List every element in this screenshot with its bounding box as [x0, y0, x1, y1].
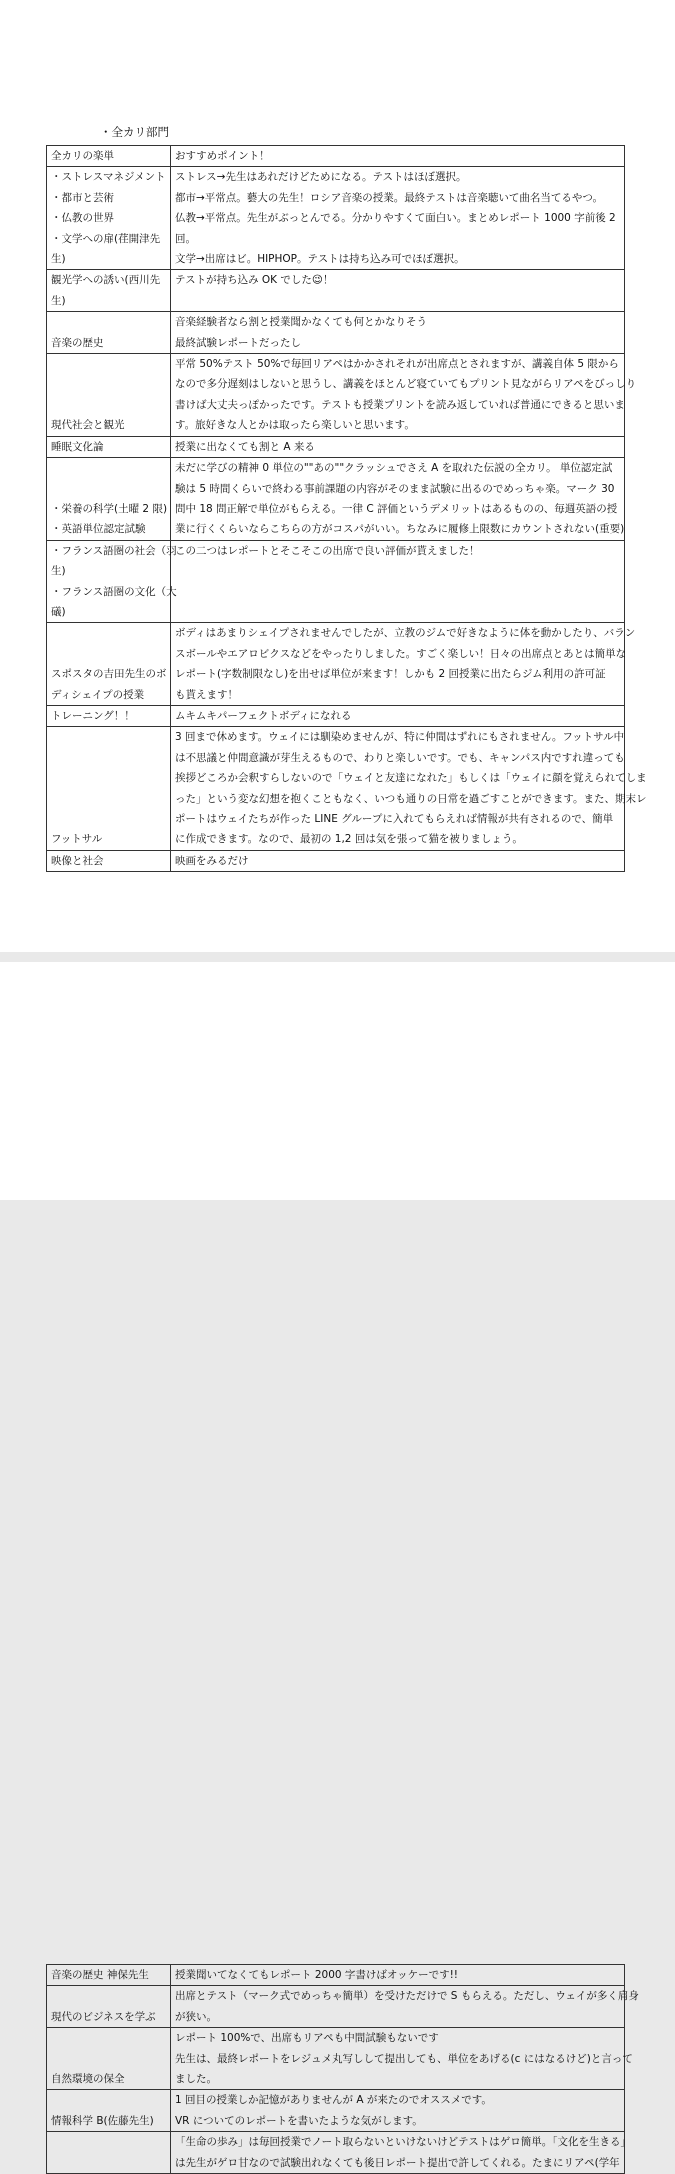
description-line: レポート(字数制限なし)を出せば単位が来ます！しかも 2 回授業に出たらジム利用の許可証	[175, 668, 606, 681]
description-line: 授業に出なくても割と A 来る	[175, 440, 315, 453]
course-name-cell	[47, 458, 171, 541]
course-name-line: 自然環境の保全	[51, 2073, 125, 2086]
course-name-line: ・文学への扉(荏開津先	[51, 232, 161, 245]
course-description-cell	[171, 354, 637, 437]
course-name-line: ・英語単位認定試験	[51, 523, 146, 536]
course-description-cell	[171, 312, 625, 354]
course-name-line: 観光学への誘い(西川先	[51, 274, 161, 287]
course-name-line: 生)	[51, 253, 66, 266]
course-description-cell	[171, 2132, 632, 2174]
course-name-cell	[47, 2028, 171, 2090]
table-row	[47, 2132, 625, 2174]
course-name-line: 音楽の歴史	[51, 336, 104, 349]
course-table-1	[46, 145, 647, 872]
description-line: に作成できます。なので、最初の 1,2 回は気を張って猫を被りましょう。	[175, 833, 523, 846]
description-line: 験は 5 時間くらいで終わる事前課題の内容がそのまま試験に出るのでめっちゃ楽。マーク 30	[175, 482, 615, 495]
table-row	[47, 2090, 625, 2132]
course-description-cell	[171, 727, 647, 850]
table-row	[47, 1986, 625, 2028]
description-line: 映画をみるだけ	[175, 854, 249, 867]
table-row	[47, 1965, 625, 1986]
header-recommendation: おすすめポイント！	[171, 146, 625, 167]
header-course-name: 全カリの楽単	[47, 146, 171, 167]
description-line: 先生は、最終レポートをレジュメ丸写しして提出しても、単位をあげる(c にはなるけど)と言って	[175, 2052, 633, 2065]
course-name-cell	[47, 623, 171, 706]
course-description-cell	[171, 436, 625, 457]
course-name-line: 現代社会と観光	[51, 419, 125, 432]
document-page-2	[0, 962, 675, 2169]
description-line: 仏教→平常点。先生がぶっとんでる。分かりやすくて面白い。まとめレポート 1000 字前後 2	[175, 212, 616, 225]
description-line: 未だに学びの精神 0 単位の""あの""クラッシュでさえ A を取れた伝説の全カリ。 単位認定試	[175, 462, 613, 475]
description-line: す。旅好きな人とかは取ったら楽しいと思います。	[175, 419, 415, 432]
description-line: ました。	[175, 2073, 217, 2086]
course-name-line: ・栄養の科学(土曜 2 限)	[51, 502, 168, 515]
course-name-line: 映像と社会	[51, 854, 104, 867]
description-line: 出席とテスト（マーク式でめっちゃ簡単）を受けただけで S もらえる。ただし、ウェイが多く肩身	[175, 1990, 639, 2003]
description-line: 回。	[175, 232, 196, 245]
course-name-line: ・フランス語圏の文化（大	[51, 585, 177, 598]
description-line: テストが持ち込み OK でした😉！	[175, 274, 334, 287]
description-line: VR についてのレポートを書いたような気がします。	[175, 2114, 423, 2127]
course-name-line: ディシェイプの授業	[51, 688, 145, 701]
course-description-cell	[171, 2028, 633, 2090]
description-line: なので多分遅刻はしないと思うし、講義をほとんど寝ていてもプリント見ながらリアペをびっしり	[175, 378, 637, 391]
course-name-cell	[47, 850, 171, 871]
table-header-row	[47, 146, 625, 167]
section-title: ・全カリ部門	[100, 125, 169, 139]
course-name-line: ・フランス語圏の社会（羽	[51, 544, 177, 557]
course-name-line: 情報科学 B(佐藤先生)	[51, 2114, 154, 2127]
description-line: 「生命の歩み」は毎回授業でノート取らないといけないけどテストはゲロ簡単。「文化を生きる」	[175, 2136, 632, 2149]
description-line: ボディはあまりシェイプされませんでしたが、立教のジムで好きなように体を動かしたり、バラン	[175, 627, 636, 640]
description-line: 1 回目の授業しか記憶がありませんが A が来たのでオススメです。	[175, 2094, 492, 2107]
course-description-cell	[171, 850, 625, 871]
course-name-cell	[47, 354, 171, 437]
course-name-cell	[47, 705, 171, 726]
description-line: ポートはウェイたちが作った LINE グループに入れてもらえれば情報が共有されるので、簡単	[175, 813, 614, 825]
course-name-line: ・ストレスマネジメント	[51, 171, 166, 184]
table-row	[47, 458, 625, 541]
description-line: も貰えます！	[175, 688, 238, 701]
description-line: ストレス→先生はあれだけどためになる。テストはほぼ選択。	[175, 171, 467, 184]
description-line: 平常 50%テスト 50%で毎回リアペはかかされそれが出席点とされますが、講義自体 5 限から	[175, 358, 619, 371]
course-description-cell	[171, 270, 625, 312]
course-name-line: トレーニング！！	[51, 709, 135, 722]
table-row	[47, 850, 625, 871]
course-description-cell	[171, 623, 636, 706]
course-description-cell	[171, 458, 625, 541]
course-name-line: 睡眠文化論	[51, 440, 104, 453]
table-row	[47, 270, 625, 312]
course-description-cell	[171, 1986, 639, 2028]
course-name-cell	[47, 167, 171, 270]
description-line: った」という変な幻想を抱くこともなく、いつも通りの日常を過ごすことができます。また、期末レ	[175, 792, 647, 805]
course-name-line: スポスタの吉田先生のボ	[51, 668, 167, 681]
course-name-line: 礒)	[51, 605, 66, 618]
course-description-cell	[171, 2090, 625, 2132]
course-name-cell	[47, 540, 177, 623]
course-description-cell	[171, 705, 625, 726]
course-description-cell	[171, 540, 625, 623]
description-line: は不思議と仲間意識が芽生えるもので、わりと楽しいです。でも、キャンパス内ですれ違っても	[175, 751, 625, 764]
course-name-line	[51, 2153, 166, 2173]
course-name-cell	[47, 2090, 171, 2132]
course-name-cell	[47, 312, 171, 354]
course-name-line: フットサル	[51, 833, 103, 846]
course-table-2	[46, 1964, 639, 2174]
course-name-cell	[47, 436, 171, 457]
table-row	[47, 167, 625, 270]
description-line: ムキムキパーフェクトボディになれる	[175, 709, 352, 722]
description-line: 授業聞いてなくてもレポート 2000 字書けばオッケーです!!	[175, 1969, 458, 1981]
description-line: この二つはレポートとそこそこの出席で良い評価が貰えました！	[175, 544, 480, 557]
description-line: 書けば大丈夫っぽかったです。テストも授業プリントを読み返していれば普通にできると思いま	[175, 398, 625, 411]
course-name-cell	[47, 727, 171, 850]
description-line: 3 回まで休めます。ウェイには馴染めませんが、特に仲間はずれにもされません。フットサル中	[175, 731, 625, 744]
description-line: 文学→出席はビ。HIPHOP。テストは持ち込み可でほぼ選択。	[175, 253, 465, 266]
description-line: が狭い。	[175, 2010, 217, 2023]
course-name-cell	[47, 270, 171, 312]
table-row	[47, 312, 625, 354]
course-name-cell	[47, 1986, 171, 2028]
table-row	[47, 623, 625, 706]
course-name-line: 音楽の歴史 神保先生	[51, 1969, 149, 1981]
description-line: 都市→平常点。藝大の先生！ロシア音楽の授業。最終テストは音楽聴いて曲名当てるやつ。	[175, 191, 603, 204]
course-name-line: ・仏教の世界	[51, 212, 114, 225]
course-name-line: 生)	[51, 294, 66, 307]
table-row	[47, 705, 625, 726]
description-line: スボールやエアロビクスなどをやったりしました。すごく楽しい！日々の出席点とあとは簡単な	[175, 647, 627, 660]
course-name-line: ・都市と芸術	[51, 191, 114, 204]
table-row	[47, 354, 625, 437]
table-row	[47, 540, 625, 623]
description-line: 音楽経験者なら割と授業聞かなくても何とかなりそう	[175, 316, 427, 329]
course-description-cell	[171, 1965, 625, 1986]
table-row	[47, 727, 625, 850]
description-line: 業に行くくらいならこちらの方がコスパがいい。ちなみに履修上限数にカウントされない(重要)	[175, 523, 625, 536]
description-line: 最終試験レポートだったし	[175, 336, 301, 349]
description-line: 挨拶どころか会釈すらしないので「ウェイと友達になれた」もしくは「ウェイに顔を覚えられてしま	[175, 772, 647, 785]
course-name-line: 生)	[51, 565, 66, 578]
course-name-cell	[47, 2132, 171, 2174]
course-name-line: 現代のビジネスを学ぶ	[51, 2010, 156, 2023]
table-row	[47, 436, 625, 457]
description-line: レポート 100%で、出席もリアペも中間試験もないです	[175, 2032, 439, 2045]
course-description-cell	[171, 167, 625, 270]
document-page-1	[0, 0, 675, 952]
description-line: は先生がゲロ甘なので試験出れなくても後日レポート提出で許してくれる。たまにリアペ(学年	[175, 2156, 620, 2169]
description-line: 問中 18 問正解で単位がもらえる。一律 C 評価というデメリットはあるものの、毎週英語の授	[175, 502, 618, 515]
course-name-cell	[47, 1965, 171, 1986]
table-row	[47, 2028, 625, 2090]
